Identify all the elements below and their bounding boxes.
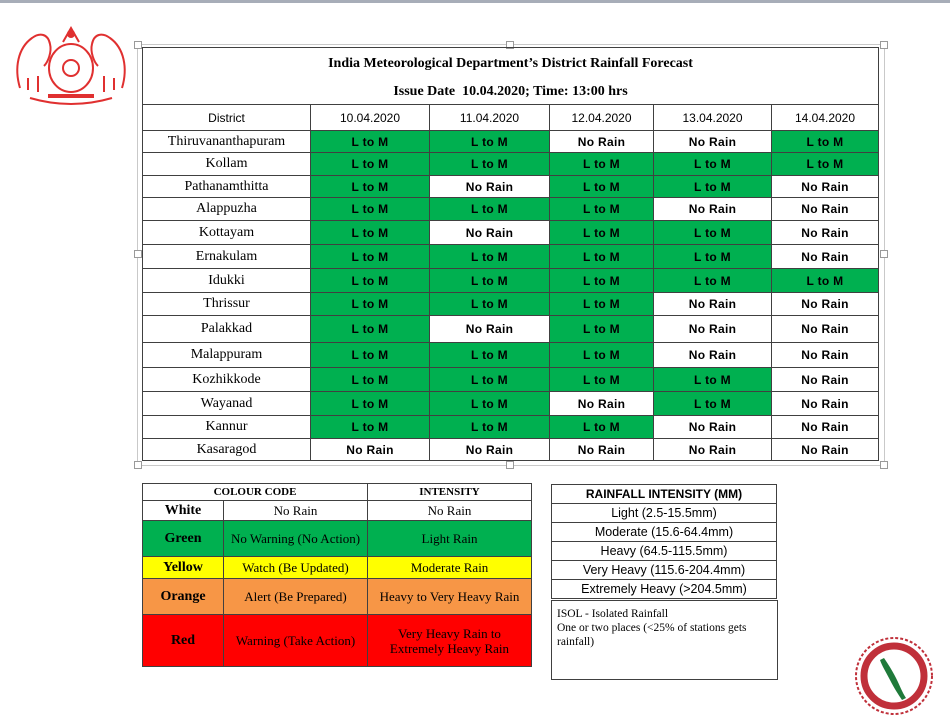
forecast-title: India Meteorological Department’s District Rainfall Forecast (143, 48, 879, 80)
colour-code-header: COLOUR CODE (143, 484, 368, 501)
district-forecast-table (142, 47, 879, 461)
table-row (143, 176, 879, 198)
date-column-header: 11.04.2020 (430, 105, 550, 131)
resize-handle[interactable] (134, 41, 142, 49)
forecast-cell: L to M (654, 269, 772, 293)
colour-name: Green (143, 521, 224, 557)
table-row (143, 153, 879, 176)
district-name: Wayanad (143, 392, 311, 416)
forecast-cell: No Rain (654, 131, 772, 153)
forecast-cell: L to M (311, 293, 430, 316)
resize-handle[interactable] (880, 461, 888, 469)
district-name: Pathanamthitta (143, 176, 311, 198)
forecast-cell: L to M (550, 416, 654, 439)
date-column-header: 10.04.2020 (311, 105, 430, 131)
table-row (143, 293, 879, 316)
forecast-cell: L to M (654, 245, 772, 269)
forecast-cell: L to M (550, 293, 654, 316)
top-border (0, 0, 950, 3)
forecast-cell: No Rain (550, 131, 654, 153)
table-row (143, 221, 879, 245)
colour-name: Red (143, 615, 224, 667)
forecast-cell: No Rain (772, 392, 879, 416)
forecast-cell: L to M (311, 392, 430, 416)
forecast-cell: L to M (430, 368, 550, 392)
forecast-cell: L to M (772, 153, 879, 176)
forecast-cell: No Rain (772, 198, 879, 221)
forecast-cell: No Rain (654, 343, 772, 368)
intensity-row (552, 561, 777, 580)
colour-intensity: Moderate Rain (368, 557, 532, 579)
forecast-cell: L to M (311, 131, 430, 153)
colour-code-row (143, 615, 532, 667)
forecast-cell: L to M (430, 198, 550, 221)
date-column-header: 13.04.2020 (654, 105, 772, 131)
issue-date-line (143, 80, 879, 105)
forecast-cell: L to M (311, 176, 430, 198)
forecast-cell: L to M (550, 269, 654, 293)
forecast-cell: L to M (550, 153, 654, 176)
table-row (143, 368, 879, 392)
colour-intensity: Light Rain (368, 521, 532, 557)
resize-handle[interactable] (134, 461, 142, 469)
forecast-cell: L to M (311, 416, 430, 439)
forecast-cell: No Rain (430, 439, 550, 461)
resize-handle[interactable] (880, 41, 888, 49)
intensity-range: Extremely Heavy (>204.5mm) (552, 580, 777, 599)
forecast-cell: L to M (550, 368, 654, 392)
isol-note (551, 600, 778, 680)
colour-intensity: Heavy to Very Heavy Rain (368, 579, 532, 615)
forecast-cell: No Rain (311, 439, 430, 461)
resize-handle[interactable] (506, 461, 514, 469)
table-row (143, 245, 879, 269)
district-name: Palakkad (143, 316, 311, 343)
forecast-cell: No Rain (430, 316, 550, 343)
forecast-cell: No Rain (772, 221, 879, 245)
forecast-cell: No Rain (772, 293, 879, 316)
forecast-cell: L to M (430, 392, 550, 416)
intensity-range: Moderate (15.6-64.4mm) (552, 523, 777, 542)
district-name: Thrissur (143, 293, 311, 316)
issue-time: ; Time: 13:00 hrs (525, 83, 628, 99)
forecast-cell: L to M (550, 316, 654, 343)
colour-meaning: No Rain (224, 501, 368, 521)
forecast-cell: No Rain (772, 416, 879, 439)
district-name: Kasaragod (143, 439, 311, 461)
colour-code-row (143, 579, 532, 615)
district-name: Alappuzha (143, 198, 311, 221)
forecast-cell: No Rain (772, 368, 879, 392)
forecast-cell: L to M (430, 293, 550, 316)
forecast-cell: No Rain (772, 316, 879, 343)
colour-meaning: Watch (Be Updated) (224, 557, 368, 579)
forecast-cell: L to M (430, 131, 550, 153)
forecast-cell: L to M (430, 343, 550, 368)
disaster-management-logo-icon (852, 634, 936, 718)
intensity-range: Heavy (64.5-115.5mm) (552, 542, 777, 561)
colour-name: Orange (143, 579, 224, 615)
colour-meaning: No Warning (No Action) (224, 521, 368, 557)
intensity-row (552, 504, 777, 523)
forecast-cell: No Rain (772, 439, 879, 461)
forecast-cell: L to M (311, 153, 430, 176)
forecast-cell: L to M (772, 269, 879, 293)
forecast-cell: L to M (311, 221, 430, 245)
forecast-cell: No Rain (654, 293, 772, 316)
district-name: Kottayam (143, 221, 311, 245)
colour-intensity: Very Heavy Rain to Extremely Heavy Rain (368, 615, 532, 667)
forecast-cell: L to M (654, 392, 772, 416)
intensity-header: INTENSITY (368, 484, 532, 501)
issue-date-label: Issue Date (393, 83, 456, 99)
table-row (143, 416, 879, 439)
district-column-header: District (143, 105, 311, 131)
table-row (143, 198, 879, 221)
district-name: Kollam (143, 153, 311, 176)
district-name: Kozhikkode (143, 368, 311, 392)
rainfall-intensity-header: RAINFALL INTENSITY (MM) (552, 485, 777, 504)
forecast-cell: L to M (311, 269, 430, 293)
forecast-cell: No Rain (430, 176, 550, 198)
forecast-cell: No Rain (550, 392, 654, 416)
date-column-header: 14.04.2020 (772, 105, 879, 131)
forecast-cell: No Rain (654, 316, 772, 343)
table-row (143, 343, 879, 368)
kerala-emblem-icon (8, 18, 134, 108)
colour-code-table (142, 483, 532, 667)
forecast-cell: No Rain (654, 416, 772, 439)
district-name: Thiruvananthapuram (143, 131, 311, 153)
table-row (143, 131, 879, 153)
table-row (143, 269, 879, 293)
forecast-cell: L to M (654, 221, 772, 245)
resize-handle[interactable] (134, 250, 142, 258)
colour-meaning: Warning (Take Action) (224, 615, 368, 667)
colour-code-row (143, 501, 532, 521)
forecast-cell: L to M (430, 153, 550, 176)
forecast-cell: L to M (550, 176, 654, 198)
forecast-cell: L to M (311, 245, 430, 269)
forecast-cell: No Rain (772, 343, 879, 368)
table-row (143, 392, 879, 416)
intensity-row (552, 523, 777, 542)
issue-date: 10.04.2020 (462, 83, 526, 99)
forecast-cell: L to M (550, 343, 654, 368)
forecast-cell: L to M (772, 131, 879, 153)
district-name: Kannur (143, 416, 311, 439)
table-row (143, 439, 879, 461)
forecast-cell: L to M (311, 368, 430, 392)
isol-note-line1: ISOL - Isolated Rainfall (557, 608, 669, 620)
forecast-cell: L to M (654, 176, 772, 198)
forecast-cell: L to M (311, 343, 430, 368)
colour-intensity: No Rain (368, 501, 532, 521)
date-column-header: 12.04.2020 (550, 105, 654, 131)
forecast-cell: L to M (550, 198, 654, 221)
forecast-cell: L to M (430, 269, 550, 293)
intensity-row (552, 542, 777, 561)
forecast-cell: L to M (654, 368, 772, 392)
forecast-cell: No Rain (550, 439, 654, 461)
district-name: Malappuram (143, 343, 311, 368)
forecast-cell: L to M (430, 416, 550, 439)
intensity-range: Very Heavy (115.6-204.4mm) (552, 561, 777, 580)
colour-meaning: Alert (Be Prepared) (224, 579, 368, 615)
colour-name: Yellow (143, 557, 224, 579)
forecast-cell: No Rain (772, 245, 879, 269)
forecast-cell: L to M (311, 198, 430, 221)
forecast-cell: L to M (654, 153, 772, 176)
district-name: Idukki (143, 269, 311, 293)
colour-name: White (143, 501, 224, 521)
colour-code-row (143, 557, 532, 579)
forecast-cell: L to M (550, 221, 654, 245)
forecast-cell: L to M (550, 245, 654, 269)
forecast-cell: L to M (311, 316, 430, 343)
table-row (143, 316, 879, 343)
colour-code-row (143, 521, 532, 557)
isol-note-line2: One or two places (<25% of stations gets rainfall) (557, 622, 747, 648)
intensity-range: Light (2.5-15.5mm) (552, 504, 777, 523)
intensity-row (552, 580, 777, 599)
rainfall-intensity-table (551, 484, 777, 599)
resize-handle[interactable] (880, 250, 888, 258)
forecast-cell: No Rain (654, 439, 772, 461)
district-name: Ernakulam (143, 245, 311, 269)
forecast-cell: No Rain (654, 198, 772, 221)
forecast-cell: L to M (430, 245, 550, 269)
forecast-cell: No Rain (772, 176, 879, 198)
forecast-cell: No Rain (430, 221, 550, 245)
